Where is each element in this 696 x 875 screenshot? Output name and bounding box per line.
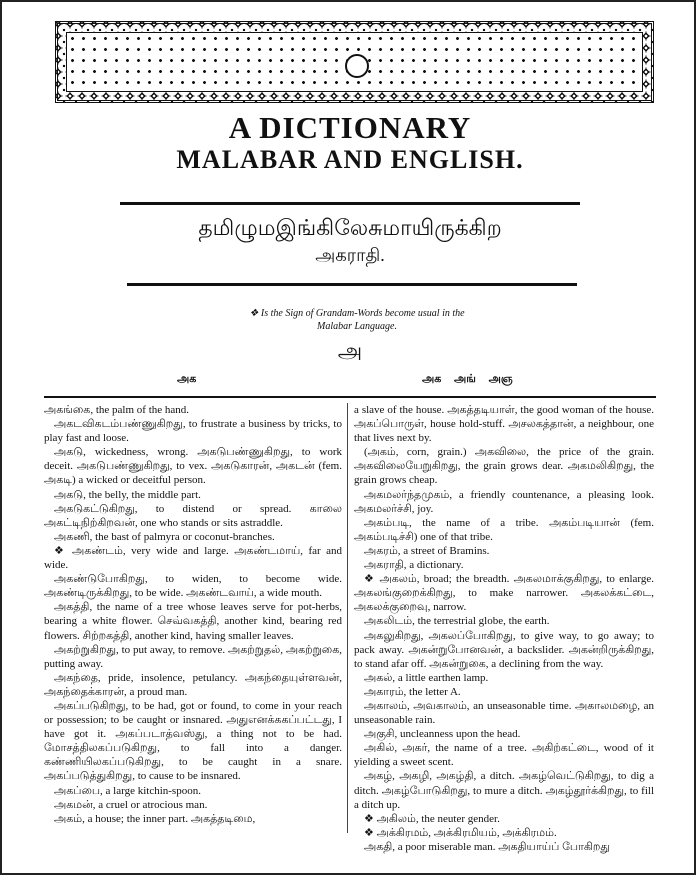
entry: அகாரம், the letter A.: [364, 685, 461, 698]
entry: அகப்பை, a large kitchin-spoon.: [54, 784, 201, 797]
right-column: [354, 403, 654, 854]
top-rule: [120, 202, 580, 205]
middle-rule: [127, 283, 577, 286]
entry: அகற்றுகிறது, to put away, to remove. அகற்றுதல், அகற்றுகை, putting away.: [44, 643, 342, 670]
entry: அகடுகட்டுகிறது, to distend or spread. காலை அகட்டிநிற்கிறவன், one who stands or sits astraddle.: [44, 502, 342, 529]
entry: அகணி, the bast of palmyra or coconut-branches.: [54, 530, 275, 543]
entry: அகதி, a poor miserable man. அகதியாய்ப் போகிறது: [364, 840, 610, 853]
grandam-note: [192, 307, 522, 333]
entry: அகப்படுகிறது, to be had, got or found, to come in your reach or possession; to be caught or insnared. அதுஎனக்ககப்பட்டது, I have got it. அகப்படாத்வஸ்து, a thing not to be had. மோசத்திலகப்படுகிறது, to fall into a danger. கண்ணியிலகப்படுகிறது, to be caught in a snare. அகப்படுத்துகிறது, to cause to be insnared.: [44, 699, 342, 783]
entry: அகத்தி, the name of a tree whose leaves serve for pot-herbs, bearing a white flower. செவ்வகத்தி, another kind, bearing red flowers. சிற்றகத்தி, another kind, having smaller leaves.: [44, 601, 342, 642]
entry: ❖ அக்கிரமம், அக்கிரமியம், அக்கிரமம்.: [364, 826, 557, 839]
tamil-subtitle: அகராதி.: [315, 245, 385, 265]
entry: அகடு, wickedness, wrong. அகடுபண்ணுகிறது, to work deceit. அகடுபண்ணுகிறது, to vex. அகடுகாரன், அகடன் (fem. அகடி) a wicked or deceitful person.: [44, 446, 342, 487]
section-letter: அ: [337, 338, 363, 363]
entry: அகாலம், அவகாலம், an unseasonable time. அகாலமழை, an unseasonable rain.: [354, 699, 654, 727]
entry: அகில், அகர், the name of a tree. அகிற்கட்டை, wood of it yielding a sweet scent.: [354, 742, 654, 769]
entry: அகுசி, uncleanness upon the head.: [364, 728, 521, 741]
entry: அகராதி, a dictionary.: [364, 559, 464, 572]
entry: அகரம், a street of Bramins.: [364, 544, 490, 557]
entry: அகலுகிறது, அகலப்போகிறது, to give way, to go away; to pack away. அகன்றுபோனவன், a backslider. அகன்றிருக்கிறது, to stand afar off. அகன்றுகை, a declining from the way.: [354, 629, 654, 670]
entry: அகல், a little earthen lamp.: [364, 671, 489, 684]
entry: அகமலர்ந்தமுகம், a friendly countenance, a pleasing look. அகமலர்ச்சி, joy.: [354, 488, 654, 515]
note-line-2: Malabar Language.: [317, 321, 397, 332]
entry: ❖ அகலம், broad; the breadth. அகலமாக்குகிறது, to enlarge. அகலங்குறைக்கிறது, to make narrower. அகலக்கட்டை, அகலக்குறைவு, narrow.: [354, 573, 654, 614]
note-line-1: ❖ Is the Sign of Grandam-Words become usual in the: [249, 308, 465, 319]
entry: அகமன், a cruel or atrocious man.: [54, 798, 208, 811]
entry: a slave of the house. அகத்தடியாள், the good woman of the house. அகப்பொருள், house hold-stuff. அசலகத்தான், a neighbour, one that lives next by.: [354, 404, 654, 445]
column-divider: [347, 403, 348, 833]
entry: அகங்கை, the palm of the hand.: [44, 404, 190, 416]
entry: அகம், a house; the inner part. அகத்தடிமை,: [54, 812, 256, 825]
left-column: [44, 403, 342, 826]
column-rule: [44, 396, 656, 398]
entry: அகடு, the belly, the middle part.: [54, 488, 201, 501]
entry: அகழ், அகழி, அகழ்தி, a ditch. அகழ்வெட்டுகிறது, to dig a ditch. அகழ்போடுகிறது, to mure a ditch. அகழ்தூர்க்கிறது, to fill a ditch up.: [354, 770, 654, 811]
entry: (அகம், corn, grain.) அகவிலை, the price of the grain. அகவிலையேறுகிறது, the grain grows dear. அகமலிகிறது, the grain grows cheap.: [354, 446, 654, 487]
tamil-title: தமிழுமஇங்கிலேசுமாயிருக்கிற: [198, 215, 502, 240]
entry: ❖ அகண்டம், very wide and large. அகண்டமாய், far and wide.: [44, 544, 342, 572]
entry: அகண்டுபோகிறது, to widen, to become wide. அகண்டிருக்கிறது, to be wide. அகண்டவாய், a wide mouth.: [44, 573, 342, 600]
entry: அகந்தை, pride, insolence, petulancy. அகந்தையுள்ளவன், அகந்தைக்காரன், a proud man.: [44, 671, 342, 698]
title-line-1: A DICTIONARY: [228, 110, 472, 145]
title-line-2: MALABAR AND ENGLISH.: [176, 145, 524, 174]
entry: அகடவிகடம்பண்ணுகிறது, to frustrate a business by tricks, to play fast and loose.: [44, 418, 342, 445]
right-column-heading: அக அங் அஞ: [422, 373, 513, 385]
left-column-heading: அக: [177, 373, 197, 385]
entry: ❖ அகிலம், the neuter gender.: [364, 812, 500, 825]
ornamental-banner: [55, 21, 654, 103]
entry: அகலிடம், the terrestrial globe, the earth.: [364, 615, 550, 628]
entry: அகம்படி, the name of a tribe. அகம்படியான் (fem. அகம்படிச்சி) one of that tribe.: [354, 516, 654, 543]
cross-emblem-icon: [345, 54, 369, 78]
